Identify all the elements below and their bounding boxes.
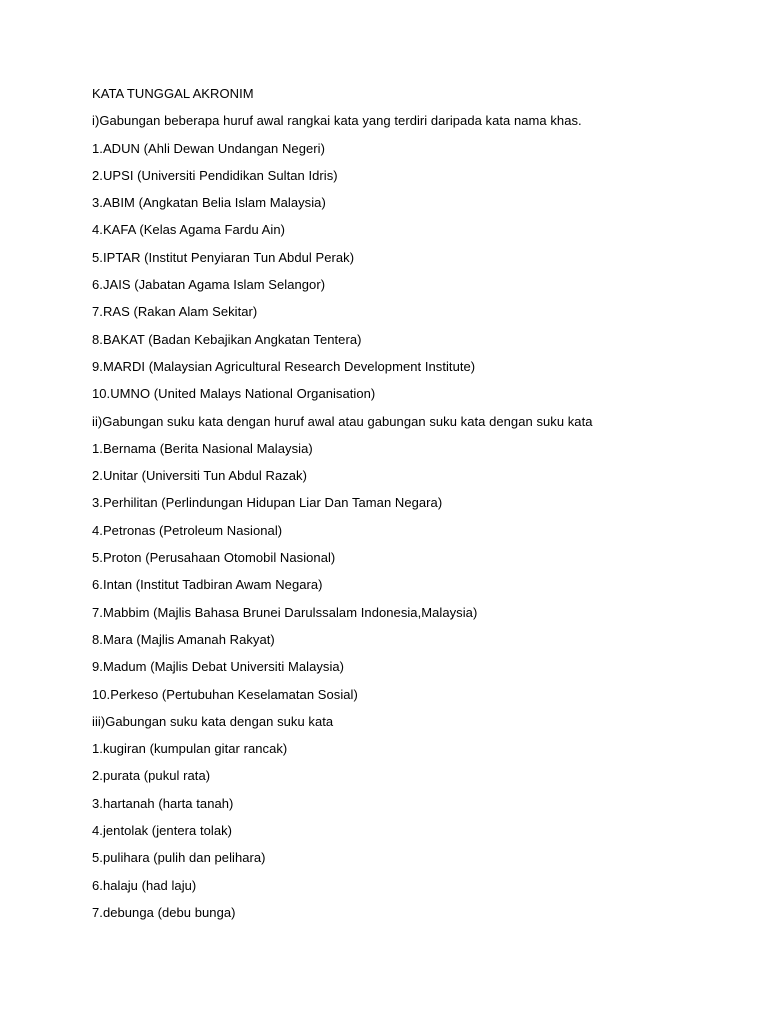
list-item: 7.debunga (debu bunga): [92, 904, 236, 920]
list-item: 6.Intan (Institut Tadbiran Awam Negara): [92, 577, 323, 593]
list-item: 5.Proton (Perusahaan Otomobil Nasional): [92, 550, 336, 566]
list-item: 4.jentolak (jentera tolak): [92, 823, 233, 839]
list-item: 8.BAKAT (Badan Kebajikan Angkatan Tentera): [92, 331, 362, 347]
list-item: 6.halaju (had laju): [92, 877, 197, 893]
list-item: 10.Perkeso (Pertubuhan Keselamatan Sosial): [92, 686, 358, 702]
list-item: 7.Mabbim (Majlis Bahasa Brunei Darulssalam Indonesia,Malaysia): [92, 604, 478, 620]
list-item: 1.kugiran (kumpulan gitar rancak): [92, 741, 288, 757]
list-item: 2.purata (pukul rata): [92, 768, 211, 784]
list-item: 4.Petronas (Petroleum Nasional): [92, 522, 283, 538]
list-item: 5.pulihara (pulih dan pelihara): [92, 850, 266, 866]
section-2-heading: ii)Gabungan suku kata dengan huruf awal atau gabungan suku kata dengan suku kata: [92, 413, 593, 429]
document-heading: KATA TUNGGAL AKRONIM: [92, 86, 254, 101]
list-item: 3.ABIM (Angkatan Belia Islam Malaysia): [92, 195, 326, 211]
list-item: 1.ADUN (Ahli Dewan Undangan Negeri): [92, 140, 325, 156]
list-item: 2.UPSI (Universiti Pendidikan Sultan Idris): [92, 167, 338, 183]
section-3-heading: iii)Gabungan suku kata dengan suku kata: [92, 713, 334, 729]
document-body: [92, 86, 732, 932]
list-item: 3.hartanah (harta tanah): [92, 795, 234, 811]
list-item: 9.Madum (Majlis Debat Universiti Malaysia): [92, 659, 345, 675]
list-item: 10.UMNO (United Malays National Organisation): [92, 386, 376, 402]
list-item: 3.Perhilitan (Perlindungan Hidupan Liar Dan Taman Negara): [92, 495, 443, 511]
list-item: 5.IPTAR (Institut Penyiaran Tun Abdul Perak): [92, 249, 355, 265]
list-item: 2.Unitar (Universiti Tun Abdul Razak): [92, 468, 307, 484]
list-item: 8.Mara (Majlis Amanah Rakyat): [92, 631, 275, 647]
section-1-heading: i)Gabungan beberapa huruf awal rangkai kata yang terdiri daripada kata nama khas.: [92, 113, 582, 129]
list-item: 4.KAFA (Kelas Agama Fardu Ain): [92, 222, 285, 238]
list-item: 7.RAS (Rakan Alam Sekitar): [92, 304, 258, 320]
list-item: 6.JAIS (Jabatan Agama Islam Selangor): [92, 277, 326, 293]
list-item: 9.MARDI (Malaysian Agricultural Research Development Institute): [92, 358, 476, 374]
list-item: 1.Bernama (Berita Nasional Malaysia): [92, 440, 313, 456]
